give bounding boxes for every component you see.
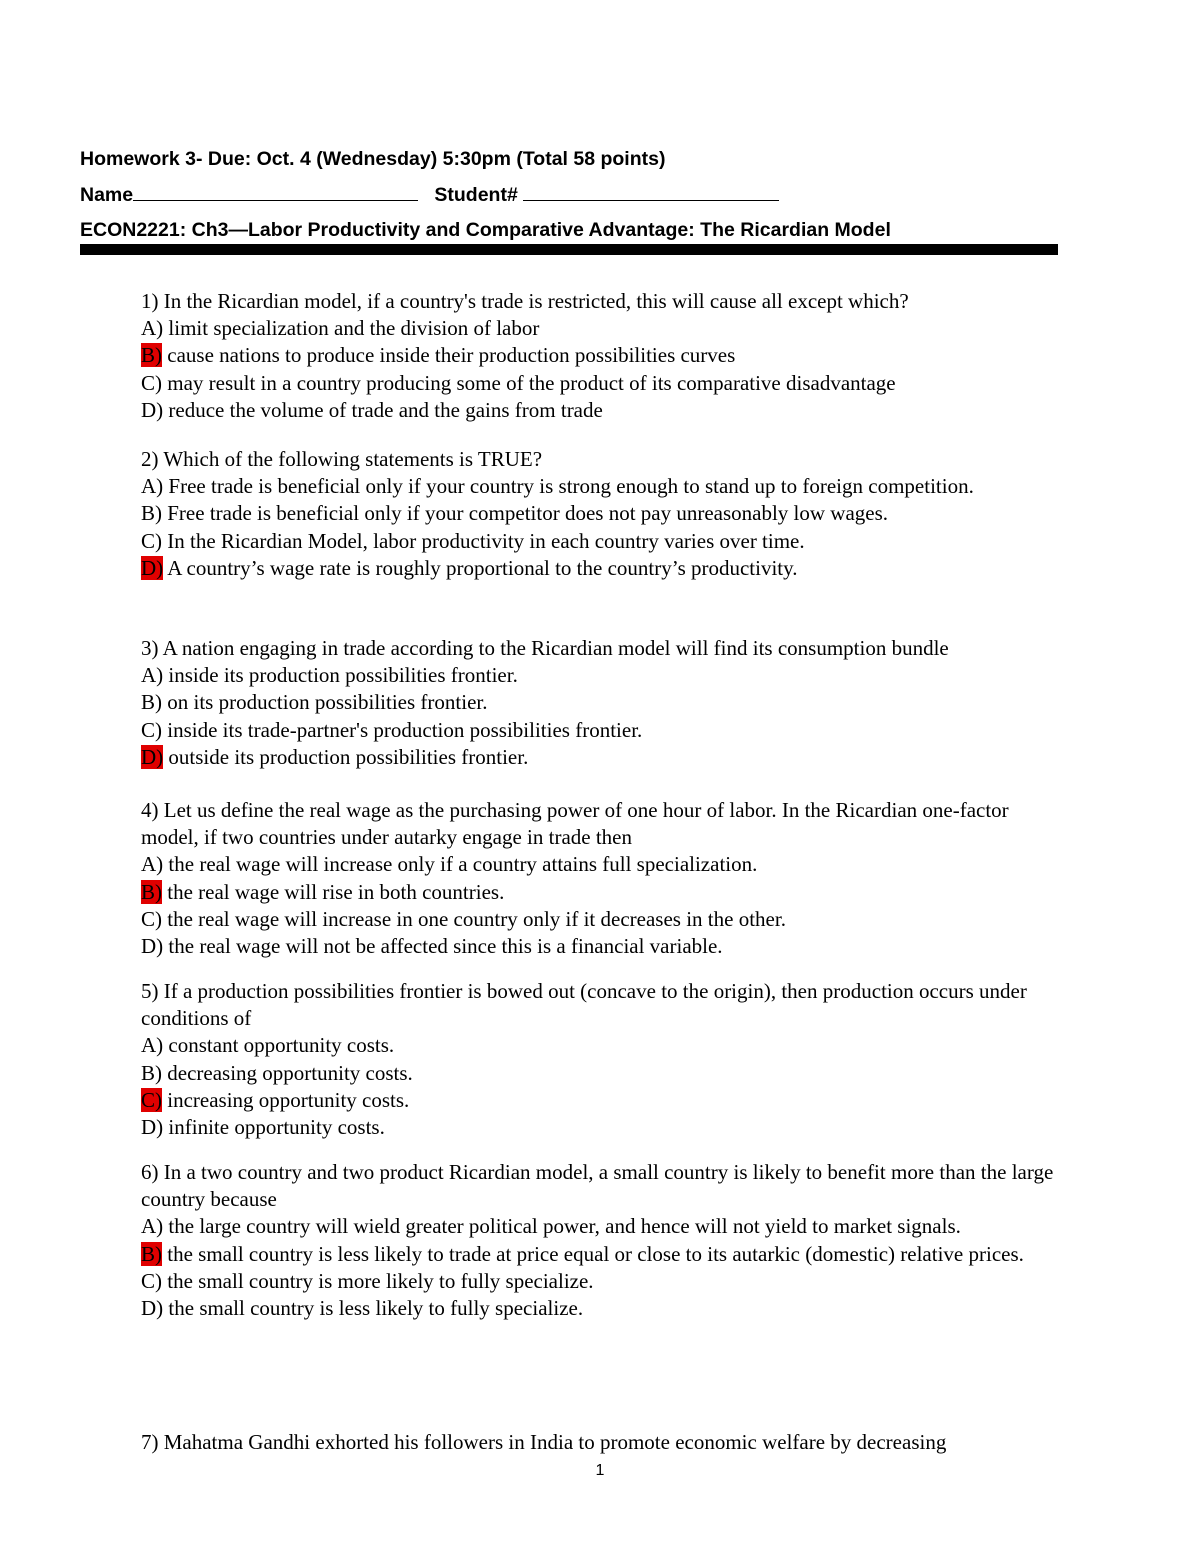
- question-stem: 3) A nation engaging in trade according to the Ricardian model will find its consumption bundle: [141, 636, 949, 660]
- answer-highlight: D): [141, 744, 164, 769]
- option-a: A) the large country will wield greater political power, and hence will not yield to market signals.: [141, 1214, 961, 1239]
- question-1: [141, 288, 1066, 424]
- option-b: B) the small country is less likely to trade at price equal or close to its autarkic (domestic) relative prices.: [141, 1241, 1024, 1266]
- option-b: B) on its production possibilities frontier.: [141, 690, 488, 715]
- option-a: A) inside its production possibilities frontier.: [141, 663, 518, 688]
- question-3: [141, 635, 1066, 771]
- question-7: [141, 1429, 1066, 1456]
- name-label: Name: [80, 184, 134, 206]
- option-b: B) the real wage will rise in both countries.: [141, 879, 505, 904]
- question-stem: 1) In the Ricardian model, if a country's trade is restricted, this will cause all except which?: [141, 289, 909, 313]
- option-d: D) outside its production possibilities frontier.: [141, 744, 529, 769]
- option-b: B) Free trade is beneficial only if your competitor does not pay unreasonably low wages.: [141, 501, 889, 526]
- course-heading: ECON2221: Ch3—Labor Productivity and Comparative Advantage: The Ricardian Model: [80, 219, 891, 241]
- option-d: D) A country’s wage rate is roughly proportional to the country’s productivity.: [141, 555, 798, 580]
- option-d: D) the small country is less likely to fully specialize.: [141, 1296, 584, 1321]
- option-d: D) infinite opportunity costs.: [141, 1115, 385, 1140]
- name-student-line: [80, 183, 779, 207]
- option-b: B) decreasing opportunity costs.: [141, 1060, 413, 1085]
- answer-highlight: C): [141, 1087, 162, 1112]
- option-c: C) the real wage will increase in one country only if it decreases in the other.: [141, 906, 786, 931]
- question-stem: 5) If a production possibilities frontier is bowed out (concave to the origin), then production occurs under conditions of: [141, 979, 1027, 1031]
- question-stem: 6) In a two country and two product Ricardian model, a small country is likely to benefit more than the large country because: [141, 1160, 1054, 1212]
- option-a: A) limit specialization and the division of labor: [141, 316, 540, 341]
- question-stem: 2) Which of the following statements is TRUE?: [141, 447, 543, 471]
- option-a: A) constant opportunity costs.: [141, 1033, 395, 1058]
- answer-highlight: D): [141, 555, 164, 580]
- answer-highlight: B): [141, 343, 162, 368]
- question-stem: 7) Mahatma Gandhi exhorted his followers in India to promote economic welfare by decreasing: [141, 1430, 947, 1454]
- question-5: [141, 978, 1066, 1141]
- question-stem: 4) Let us define the real wage as the purchasing power of one hour of labor. In the Ricardian one-factor model, if two countries under autarky engage in trade then: [141, 798, 1009, 850]
- page-number: 1: [595, 1462, 605, 1479]
- answer-highlight: B): [141, 879, 162, 904]
- student-number-blank[interactable]: [523, 183, 779, 201]
- option-d: D) the real wage will not be affected since this is a financial variable.: [141, 934, 723, 959]
- option-a: A) Free trade is beneficial only if your country is strong enough to stand up to foreign competition.: [141, 474, 974, 499]
- option-a: A) the real wage will increase only if a country attains full specialization.: [141, 852, 758, 877]
- student-label: Student#: [434, 184, 518, 206]
- option-b: B) cause nations to produce inside their production possibilities curves: [141, 343, 736, 368]
- header-divider: [80, 244, 1058, 255]
- option-d: D) reduce the volume of trade and the gains from trade: [141, 397, 603, 422]
- option-c: C) In the Ricardian Model, labor productivity in each country varies over time.: [141, 528, 805, 553]
- option-c: C) inside its trade-partner's production possibilities frontier.: [141, 717, 643, 742]
- homework-title: Homework 3- Due: Oct. 4 (Wednesday) 5:30pm (Total 58 points): [80, 148, 666, 170]
- question-4: [141, 797, 1066, 960]
- name-blank[interactable]: [133, 183, 418, 201]
- answer-highlight: B): [141, 1241, 162, 1266]
- option-c: C) increasing opportunity costs.: [141, 1087, 410, 1112]
- question-6: [141, 1159, 1066, 1322]
- option-c: C) the small country is more likely to fully specialize.: [141, 1268, 594, 1293]
- option-c: C) may result in a country producing some of the product of its comparative disadvantage: [141, 370, 896, 395]
- question-2: [141, 446, 1066, 582]
